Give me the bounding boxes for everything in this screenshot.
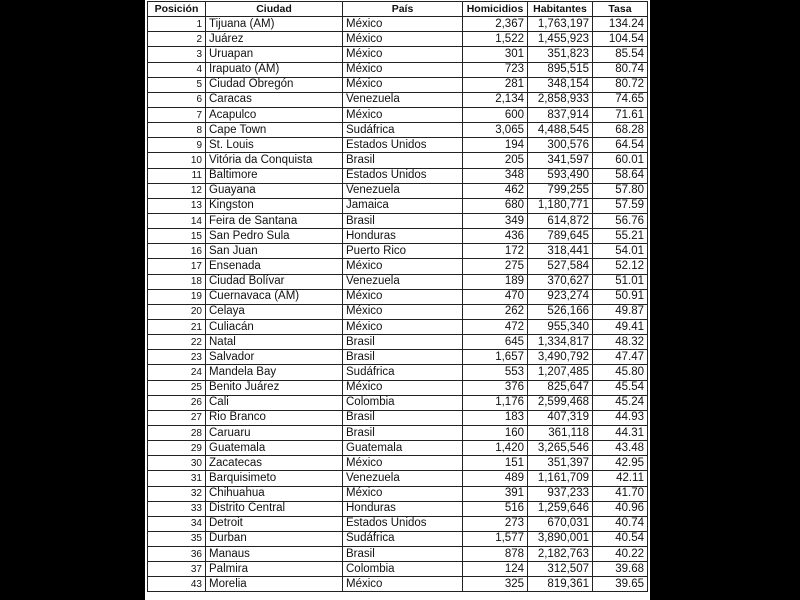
header-city: Ciudad — [206, 2, 343, 17]
cell-rate: 42.95 — [593, 456, 648, 471]
cell-country: Estados Unidos — [343, 516, 463, 531]
homicide-rate-table — [147, 1, 648, 592]
cell-city: Cali — [206, 395, 343, 410]
table-body — [148, 17, 648, 592]
cell-population: 3,890,001 — [528, 531, 593, 546]
cell-country: Colombia — [343, 395, 463, 410]
header-position: Posición — [148, 2, 206, 17]
cell-city: Salvador — [206, 350, 343, 365]
cell-city: Acapulco — [206, 107, 343, 122]
cell-rate: 39.68 — [593, 562, 648, 577]
cell-homicides: 376 — [463, 380, 528, 395]
cell-population: 955,340 — [528, 319, 593, 334]
cell-city: Manaus — [206, 547, 343, 562]
cell-city: Cuernavaca (AM) — [206, 289, 343, 304]
cell-rate: 39.65 — [593, 577, 648, 592]
cell-population: 1,207,485 — [528, 365, 593, 380]
cell-rate: 64.54 — [593, 138, 648, 153]
cell-rate: 55.21 — [593, 229, 648, 244]
cell-population: 1,763,197 — [528, 17, 593, 32]
cell-homicides: 723 — [463, 62, 528, 77]
cell-homicides: 878 — [463, 547, 528, 562]
cell-population: 819,361 — [528, 577, 593, 592]
cell-homicides: 516 — [463, 501, 528, 516]
cell-rate: 40.96 — [593, 501, 648, 516]
cell-homicides: 151 — [463, 456, 528, 471]
cell-rate: 56.76 — [593, 213, 648, 228]
header-homicides: Homicidios — [463, 2, 528, 17]
cell-rate: 41.70 — [593, 486, 648, 501]
cell-population: 825,647 — [528, 380, 593, 395]
cell-rate: 58.64 — [593, 168, 648, 183]
cell-country: México — [343, 62, 463, 77]
cell-country: Sudáfrica — [343, 123, 463, 138]
cell-homicides: 262 — [463, 304, 528, 319]
table-row — [148, 183, 648, 198]
cell-city: Vitória da Conquista — [206, 153, 343, 168]
cell-city: San Pedro Sula — [206, 229, 343, 244]
cell-rate: 44.31 — [593, 425, 648, 440]
header-country: País — [343, 2, 463, 17]
cell-rate: 44.93 — [593, 410, 648, 425]
cell-country: México — [343, 17, 463, 32]
cell-position: 20 — [148, 304, 206, 319]
cell-position: 6 — [148, 92, 206, 107]
cell-country: Estados Unidos — [343, 168, 463, 183]
cell-position: 11 — [148, 168, 206, 183]
cell-position: 12 — [148, 183, 206, 198]
cell-position: 17 — [148, 259, 206, 274]
cell-country: México — [343, 380, 463, 395]
cell-city: Palmira — [206, 562, 343, 577]
cell-country: Venezuela — [343, 183, 463, 198]
cell-rate: 49.87 — [593, 304, 648, 319]
cell-rate: 43.48 — [593, 441, 648, 456]
table-row — [148, 138, 648, 153]
cell-country: Estados Unidos — [343, 138, 463, 153]
cell-city: Chihuahua — [206, 486, 343, 501]
cell-country: Venezuela — [343, 274, 463, 289]
cell-population: 1,180,771 — [528, 198, 593, 213]
cell-city: Distrito Central — [206, 501, 343, 516]
cell-homicides: 325 — [463, 577, 528, 592]
cell-homicides: 1,522 — [463, 32, 528, 47]
cell-country: México — [343, 577, 463, 592]
cell-country: México — [343, 319, 463, 334]
cell-position: 34 — [148, 516, 206, 531]
table-row — [148, 229, 648, 244]
cell-position: 14 — [148, 213, 206, 228]
cell-city: Rio Branco — [206, 410, 343, 425]
cell-population: 526,166 — [528, 304, 593, 319]
cell-country: Brasil — [343, 425, 463, 440]
table-row — [148, 213, 648, 228]
cell-population: 341,597 — [528, 153, 593, 168]
cell-city: Irapuato (AM) — [206, 62, 343, 77]
cell-homicides: 1,176 — [463, 395, 528, 410]
cell-country: México — [343, 486, 463, 501]
cell-country: México — [343, 259, 463, 274]
cell-position: 28 — [148, 425, 206, 440]
cell-homicides: 194 — [463, 138, 528, 153]
cell-position: 29 — [148, 441, 206, 456]
cell-homicides: 275 — [463, 259, 528, 274]
cell-homicides: 160 — [463, 425, 528, 440]
cell-homicides: 348 — [463, 168, 528, 183]
cell-country: Brasil — [343, 410, 463, 425]
cell-country: Brasil — [343, 213, 463, 228]
cell-homicides: 680 — [463, 198, 528, 213]
cell-city: Ciudad Bolívar — [206, 274, 343, 289]
cell-country: Honduras — [343, 501, 463, 516]
cell-homicides: 489 — [463, 471, 528, 486]
table-row — [148, 501, 648, 516]
cell-position: 2 — [148, 32, 206, 47]
cell-country: Brasil — [343, 350, 463, 365]
cell-position: 3 — [148, 47, 206, 62]
cell-population: 2,182,763 — [528, 547, 593, 562]
cell-population: 837,914 — [528, 107, 593, 122]
cell-population: 2,858,933 — [528, 92, 593, 107]
table-row — [148, 32, 648, 47]
cell-city: Feira de Santana — [206, 213, 343, 228]
table-row — [148, 486, 648, 501]
cell-position: 21 — [148, 319, 206, 334]
cell-population: 348,154 — [528, 77, 593, 92]
cell-homicides: 172 — [463, 244, 528, 259]
cell-population: 3,490,792 — [528, 350, 593, 365]
table-row — [148, 441, 648, 456]
cell-position: 33 — [148, 501, 206, 516]
cell-country: México — [343, 47, 463, 62]
table-row — [148, 425, 648, 440]
cell-homicides: 189 — [463, 274, 528, 289]
cell-population: 1,161,709 — [528, 471, 593, 486]
cell-position: 23 — [148, 350, 206, 365]
cell-population: 799,255 — [528, 183, 593, 198]
cell-homicides: 349 — [463, 213, 528, 228]
cell-country: México — [343, 456, 463, 471]
cell-country: Sudáfrica — [343, 365, 463, 380]
table-row — [148, 304, 648, 319]
cell-city: Cape Town — [206, 123, 343, 138]
cell-homicides: 183 — [463, 410, 528, 425]
cell-position: 4 — [148, 62, 206, 77]
table-row — [148, 17, 648, 32]
cell-country: México — [343, 289, 463, 304]
table-row — [148, 92, 648, 107]
cell-homicides: 273 — [463, 516, 528, 531]
cell-population: 527,584 — [528, 259, 593, 274]
cell-country: México — [343, 77, 463, 92]
cell-country: Puerto Rico — [343, 244, 463, 259]
cell-city: Juárez — [206, 32, 343, 47]
cell-position: 8 — [148, 123, 206, 138]
cell-homicides: 2,367 — [463, 17, 528, 32]
cell-position: 26 — [148, 395, 206, 410]
cell-homicides: 205 — [463, 153, 528, 168]
table-row — [148, 410, 648, 425]
cell-rate: 54.01 — [593, 244, 648, 259]
cell-position: 27 — [148, 410, 206, 425]
cell-rate: 40.74 — [593, 516, 648, 531]
table-row — [148, 516, 648, 531]
cell-city: Culiacán — [206, 319, 343, 334]
cell-rate: 51.01 — [593, 274, 648, 289]
table-row — [148, 531, 648, 546]
table-row — [148, 577, 648, 592]
cell-position: 37 — [148, 562, 206, 577]
cell-rate: 47.47 — [593, 350, 648, 365]
cell-rate: 40.22 — [593, 547, 648, 562]
cell-position: 19 — [148, 289, 206, 304]
document-page — [145, 0, 650, 600]
cell-position: 24 — [148, 365, 206, 380]
cell-position: 16 — [148, 244, 206, 259]
cell-city: Guatemala — [206, 441, 343, 456]
cell-homicides: 462 — [463, 183, 528, 198]
table-row — [148, 395, 648, 410]
cell-country: Brasil — [343, 547, 463, 562]
cell-homicides: 1,420 — [463, 441, 528, 456]
cell-population: 4,488,545 — [528, 123, 593, 138]
cell-population: 789,645 — [528, 229, 593, 244]
cell-population: 937,233 — [528, 486, 593, 501]
cell-city: Celaya — [206, 304, 343, 319]
table-row — [148, 350, 648, 365]
cell-homicides: 1,577 — [463, 531, 528, 546]
cell-population: 895,515 — [528, 62, 593, 77]
header-population: Habitantes — [528, 2, 593, 17]
cell-rate: 50.91 — [593, 289, 648, 304]
cell-rate: 42.11 — [593, 471, 648, 486]
table-row — [148, 380, 648, 395]
table-header-row — [148, 2, 648, 17]
cell-rate: 45.24 — [593, 395, 648, 410]
cell-population: 593,490 — [528, 168, 593, 183]
cell-position: 30 — [148, 456, 206, 471]
cell-rate: 60.01 — [593, 153, 648, 168]
cell-city: Baltimore — [206, 168, 343, 183]
cell-rate: 48.32 — [593, 335, 648, 350]
table-row — [148, 562, 648, 577]
table-row — [148, 123, 648, 138]
cell-rate: 57.59 — [593, 198, 648, 213]
cell-country: México — [343, 107, 463, 122]
cell-homicides: 436 — [463, 229, 528, 244]
cell-rate: 57.80 — [593, 183, 648, 198]
cell-rate: 80.72 — [593, 77, 648, 92]
table-row — [148, 47, 648, 62]
table-row — [148, 62, 648, 77]
cell-rate: 134.24 — [593, 17, 648, 32]
table-row — [148, 168, 648, 183]
table-row — [148, 319, 648, 334]
cell-position: 31 — [148, 471, 206, 486]
cell-position: 18 — [148, 274, 206, 289]
cell-rate: 52.12 — [593, 259, 648, 274]
cell-country: México — [343, 32, 463, 47]
table-row — [148, 365, 648, 380]
cell-position: 5 — [148, 77, 206, 92]
cell-position: 10 — [148, 153, 206, 168]
cell-country: Brasil — [343, 153, 463, 168]
cell-population: 1,455,923 — [528, 32, 593, 47]
cell-city: Caruaru — [206, 425, 343, 440]
cell-country: Sudáfrica — [343, 531, 463, 546]
cell-population: 670,031 — [528, 516, 593, 531]
cell-homicides: 645 — [463, 335, 528, 350]
cell-homicides: 2,134 — [463, 92, 528, 107]
cell-city: St. Louis — [206, 138, 343, 153]
cell-population: 318,441 — [528, 244, 593, 259]
cell-rate: 104.54 — [593, 32, 648, 47]
cell-homicides: 3,065 — [463, 123, 528, 138]
cell-population: 351,823 — [528, 47, 593, 62]
cell-city: Durban — [206, 531, 343, 546]
cell-country: Venezuela — [343, 471, 463, 486]
cell-homicides: 124 — [463, 562, 528, 577]
cell-city: San Juan — [206, 244, 343, 259]
cell-rate: 40.54 — [593, 531, 648, 546]
cell-population: 300,576 — [528, 138, 593, 153]
table-row — [148, 471, 648, 486]
cell-rate: 45.80 — [593, 365, 648, 380]
header-rate: Tasa — [593, 2, 648, 17]
cell-population: 1,259,646 — [528, 501, 593, 516]
cell-homicides: 281 — [463, 77, 528, 92]
cell-population: 1,334,817 — [528, 335, 593, 350]
table-row — [148, 547, 648, 562]
cell-position: 7 — [148, 107, 206, 122]
cell-position: 36 — [148, 547, 206, 562]
cell-city: Uruapan — [206, 47, 343, 62]
cell-city: Detroit — [206, 516, 343, 531]
cell-city: Kingston — [206, 198, 343, 213]
cell-population: 923,274 — [528, 289, 593, 304]
cell-country: México — [343, 304, 463, 319]
cell-position: 15 — [148, 229, 206, 244]
cell-population: 312,507 — [528, 562, 593, 577]
cell-homicides: 1,657 — [463, 350, 528, 365]
cell-population: 370,627 — [528, 274, 593, 289]
table-row — [148, 456, 648, 471]
cell-city: Morelia — [206, 577, 343, 592]
cell-rate: 45.54 — [593, 380, 648, 395]
cell-rate: 71.61 — [593, 107, 648, 122]
cell-population: 351,397 — [528, 456, 593, 471]
cell-population: 2,599,468 — [528, 395, 593, 410]
cell-homicides: 600 — [463, 107, 528, 122]
cell-position: 1 — [148, 17, 206, 32]
cell-homicides: 391 — [463, 486, 528, 501]
table-row — [148, 107, 648, 122]
cell-position: 35 — [148, 531, 206, 546]
table-row — [148, 259, 648, 274]
cell-homicides: 553 — [463, 365, 528, 380]
cell-rate: 80.74 — [593, 62, 648, 77]
cell-city: Guayana — [206, 183, 343, 198]
cell-country: Guatemala — [343, 441, 463, 456]
cell-position: 32 — [148, 486, 206, 501]
table-row — [148, 244, 648, 259]
cell-city: Mandela Bay — [206, 365, 343, 380]
cell-country: Brasil — [343, 335, 463, 350]
cell-city: Barquisimeto — [206, 471, 343, 486]
table-row — [148, 335, 648, 350]
cell-population: 3,265,546 — [528, 441, 593, 456]
table-row — [148, 289, 648, 304]
cell-rate: 49.41 — [593, 319, 648, 334]
cell-city: Benito Juárez — [206, 380, 343, 395]
cell-city: Tijuana (AM) — [206, 17, 343, 32]
table-row — [148, 198, 648, 213]
cell-country: Honduras — [343, 229, 463, 244]
cell-city: Zacatecas — [206, 456, 343, 471]
cell-rate: 74.65 — [593, 92, 648, 107]
cell-homicides: 472 — [463, 319, 528, 334]
table-row — [148, 274, 648, 289]
cell-population: 407,319 — [528, 410, 593, 425]
cell-city: Natal — [206, 335, 343, 350]
cell-rate: 85.54 — [593, 47, 648, 62]
cell-country: Venezuela — [343, 92, 463, 107]
cell-rate: 68.28 — [593, 123, 648, 138]
table-row — [148, 77, 648, 92]
cell-city: Ensenada — [206, 259, 343, 274]
cell-country: Jamaica — [343, 198, 463, 213]
cell-population: 614,872 — [528, 213, 593, 228]
cell-position: 9 — [148, 138, 206, 153]
cell-city: Caracas — [206, 92, 343, 107]
cell-homicides: 301 — [463, 47, 528, 62]
cell-population: 361,118 — [528, 425, 593, 440]
cell-position: 22 — [148, 335, 206, 350]
cell-position: 25 — [148, 380, 206, 395]
cell-country: Colombia — [343, 562, 463, 577]
table-row — [148, 153, 648, 168]
cell-position: 43 — [148, 577, 206, 592]
cell-homicides: 470 — [463, 289, 528, 304]
cell-city: Ciudad Obregón — [206, 77, 343, 92]
cell-position: 13 — [148, 198, 206, 213]
